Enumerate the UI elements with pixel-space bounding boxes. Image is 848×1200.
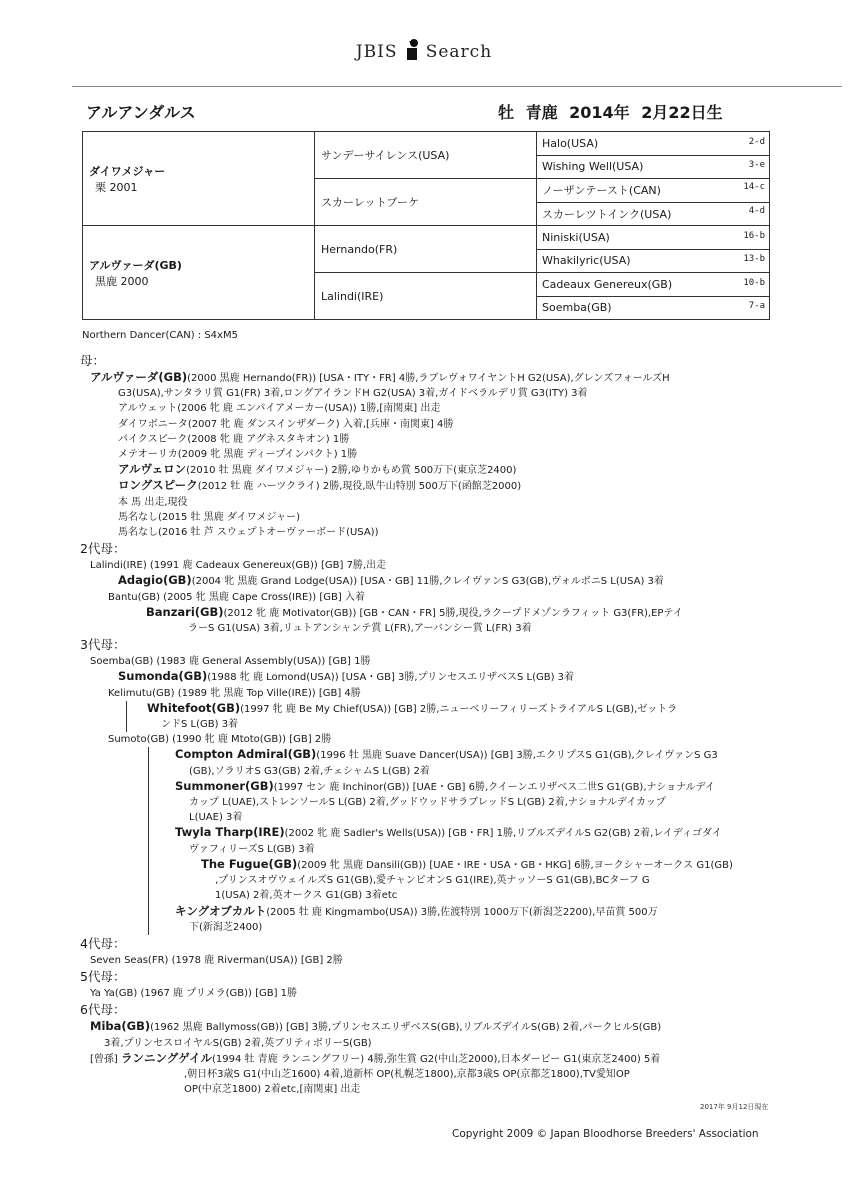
progeny-text: (2006 牝 鹿 エンパイアメーカー(USA)) 1勝,[南関東] 出走 [177,403,441,415]
inbreeding-note: Northern Dancer(CAN) : S4xM5 [82,330,238,341]
sire-cell [83,132,315,226]
g6-record [80,1051,780,1067]
progeny-text: (2007 牝 鹿 ダンスインザダーク) 入着,[兵庫・南関東] 4勝 [187,418,454,430]
record-text: (1997 牝 鹿 Be My Chief(USA)) [GB] 2勝,ニューベリーフィリーズトライアルS L(GB),ゼットラ [240,703,678,715]
g3-record: Kelimutu(GB) (1989 牝 黒鹿 Top Ville(IRE)) [GB] 4勝 [108,687,361,699]
twyla-progeny [175,857,780,904]
g5-dam-line: Ya Ya(GB) (1967 鹿 プリメラ(GB)) [GB] 1勝 [90,988,298,1000]
logo-left-text: JBIS [355,42,398,62]
g3-record [147,701,780,717]
g2-record-cont: ラーS G1(USA) 3着,リュトアンシャンテ賞 L(FR),アーバンシー賞 L(FR) 3着 [188,623,532,635]
horse-name: アルアンダルス [86,103,196,122]
g3-record-cont: 1(USA) 2着,英オークス G1(GB) 3着etc [215,890,398,902]
progeny-name: 本 馬 [118,496,142,508]
section-g5-heading: 5代母： [80,969,126,985]
g2-record [80,605,780,621]
family-number: 4-d [748,205,765,216]
date-stamp: 2017年 9月12日現在 [700,1103,769,1111]
gen3-name: Wishing Well(USA) [542,160,644,174]
record-text: (2009 牝 黒鹿 Dansili(GB)) [UAE・IRE・USA・GB・HKG] 6勝,ヨークシャーオークス G1(GB) [297,859,733,871]
pedigree-table [82,131,770,320]
progeny-name: 馬名なし [118,527,158,539]
progeny-line [80,432,780,447]
progeny-line [80,417,780,432]
progeny-name: 馬名なし [118,511,158,523]
progeny-text: 出走,現役 [144,496,188,508]
g2-record: Bantu(GB) (2005 牝 黒鹿 Cape Cross(IRE)) [GB] 入着 [108,591,365,603]
gen3-cell [537,226,770,250]
family-records [80,352,780,1097]
gen3-name: Niniski(USA) [542,230,610,244]
record-name: Whitefoot(GB) [147,700,241,715]
progeny-line [80,510,780,525]
record-text: (1994 牡 青鹿 ランニングフリー) 4勝,弥生賞 G2(中山芝2000),日本ダービー G1(東京芝2400) 5着 [211,1053,661,1065]
g6-record-cont: ,朝日杯3歳S G1(中山芝1600) 4着,道新杯 OP(札幌芝1800),京都3歳S OP(京都芝1800),TV愛知OP [184,1068,630,1080]
record-name: Summoner(GB) [175,778,274,793]
progeny-name: アルヴェロン [118,462,187,477]
gen3-cell [537,249,770,273]
dam-name: アルヴァーダ(GB) [89,258,182,272]
record-text: (2000 黒鹿 Hernando(FR)) [USA・ITY・FR] 4勝,ラブレヴォワイヤントH G2(USA),グレンズフォールズH [187,373,670,384]
gen3-cell [537,179,770,203]
header-rule [72,86,842,87]
dam-record-cont: G3(USA),サンタラリ賞 G1(FR) 3着,ロングアイランドH G2(USA) 3着,ガイドベラルデリ賞 G3(ITY) 3着 [118,388,588,400]
g2-dam-line: Lalindi(IRE) (1991 鹿 Cadeaux Genereux(GB)) [GB] 7勝,出走 [90,560,387,572]
dam-cell [83,226,315,320]
record-text: (1988 牝 鹿 Lomond(USA)) [USA・GB] 3勝,プリンセスエリザベスS L(GB) 3着 [207,672,575,684]
record-name: キングオブカルト [175,903,267,918]
progeny-line [80,462,780,478]
gen3-name: ノーザンテースト(CAN) [542,184,661,198]
dam-detail: 黒鹿 2000 [95,274,149,288]
section-dam-heading: 母： [80,353,106,368]
dam-dam-cell: Lalindi(IRE) [315,273,537,320]
g3-record-cont: ンドS L(GB) 3着 [161,719,239,731]
g3-record-cont: ,プリンスオヴウェイルズS G1(GB),愛チャンピオンS G1(IRE),英ナッソーS G1(GB),BCターフ G [215,875,650,887]
record-name: Sumonda(GB) [118,669,208,684]
record-name: アルヴァーダ(GB) [90,370,188,384]
family-number: 10-b [743,277,765,288]
progeny-line [80,495,780,510]
g2-record [80,573,780,589]
g6-record-cont: 3着,プリンセスロイヤルS(GB) 2着,英ブリティボリーS(GB) [104,1037,372,1049]
section-g6-heading: 6代母： [80,1002,126,1018]
record-name: Miba(GB) [90,1019,151,1034]
gen3-cell [537,155,770,179]
sire-detail: 栗 2001 [95,180,138,194]
g3-record-cont: 下(新潟芝2400) [189,921,263,933]
record-name: Adagio(GB) [118,573,192,588]
family-number: 7-a [748,301,765,312]
progeny-name: メテオーリカ [118,449,178,461]
progeny-text: (2015 牡 黒鹿 ダイワメジャー) [158,511,301,523]
sire-sire-cell: サンデーサイレンス(USA) [315,132,537,179]
family-number: 13-b [743,254,765,265]
g3-record-cont: ヴァフィリーズS L(GB) 3着 [189,843,315,855]
progeny-name: ロングスピーク [118,478,198,493]
g3-record-cont: (GB),ソラリオS G3(GB) 2着,チェシャムS L(GB) 2着 [189,765,430,777]
progeny-line [80,447,780,462]
record-name: Twyla Tharp(IRE) [175,825,285,840]
copyright: Copyright 2009 © Japan Bloodhorse Breeders' Association [452,1128,759,1140]
g3-dam-line: Soemba(GB) (1983 鹿 General Assembly(USA)) [GB] 1勝 [90,656,371,668]
record-text: (2012 牝 鹿 Motivator(GB)) [GB・CAN・FR] 5勝,現役,ラクープドメゾンラフィット G3(FR),EPテイ [223,607,683,619]
progeny-line [80,525,780,540]
family-number: 16-b [743,230,765,241]
sire-name: ダイワメジャー [89,164,166,178]
family-number: 2-d [748,136,765,147]
section-g3-heading: 3代母： [80,637,126,653]
record-text: (1997 セン 鹿 Inchinor(GB)) [UAE・GB] 6勝,クイーンエリザベス二世S G1(GB),ナショナルデイ [273,781,715,793]
progeny-text: (2010 牡 黒鹿 ダイワメジャー) 2勝,ゆりかもめ賞 500万下(東京芝2400) [186,465,517,477]
horse-info: 牡 青鹿 2014年 2月22日生 [498,103,723,122]
g3-record [175,779,780,795]
record-text: (2004 牝 黒鹿 Grand Lodge(USA)) [USA・GB] 11勝,クレイヴァンS G3(GB),ヴォルボニS L(USA) 3着 [191,576,664,588]
progeny-name: ダイワボニータ [118,418,188,430]
g6-record-cont: OP(中京芝1800) 2着etc,[南関東] 出走 [184,1084,361,1096]
record-text: (1996 牡 黒鹿 Suave Dancer(USA)) [GB] 3勝,エクリプスS G1(GB),クレイヴァンS G3 [316,750,718,762]
gen3-name: Halo(USA) [542,136,599,150]
gen3-cell [537,296,770,320]
g4-dam-line: Seven Seas(FR) (1978 鹿 Riverman(USA)) [GB] 2勝 [90,954,343,966]
gen3-cell [537,202,770,226]
progeny-line [80,478,780,494]
logo-right-text: Search [425,42,493,62]
record-text: (1962 黒鹿 Ballymoss(GB)) [GB] 3勝,プリンセスエリザベスS(GB),リブルズデイルS(GB) 2着,パークヒルS(GB) [150,1022,662,1034]
gen3-name: Whakilyric(USA) [542,254,631,268]
g3-record [175,904,780,920]
gen3-name: スカーレツトインク(USA) [542,207,672,221]
g3-record [175,747,780,763]
dam-record [80,370,780,386]
grandson-tag: [曾孫] [90,1053,118,1065]
progeny-text: (2009 牝 黒鹿 ディープインパクト) 1勝 [177,449,358,461]
progeny-text: (2012 牡 鹿 ハーツクライ) 2勝,現役,臥牛山特別 500万下(函館芝2000) [197,481,522,493]
g3-record [80,669,780,685]
sire-dam-cell: スカーレットブーケ [315,179,537,226]
gen3-cell [537,273,770,297]
g3-record [175,825,780,841]
kelimutu-progeny [126,701,780,732]
family-number: 3-e [748,160,765,171]
g6-dam-line [80,1019,780,1035]
record-text: (2005 牡 鹿 Kingmambo(USA)) 3勝,佐渡特別 1000万下(新潟芝2200),早苗賞 500万 [266,906,658,918]
jbis-logo [0,38,848,62]
sumoto-progeny [148,747,780,934]
g3-record [201,857,780,873]
gen3-name: Cadeaux Genereux(GB) [542,277,673,291]
progeny-text: (2008 牝 鹿 アグネスタキオン) 1勝 [187,433,350,445]
record-name: The Fugue(GB) [201,856,298,871]
progeny-line [80,401,780,416]
progeny-text: (2016 牡 芦 スウェプトオーヴァーボード(USA)) [158,527,379,539]
record-name: Compton Admiral(GB) [175,747,317,762]
record-text: (2002 牝 鹿 Sadler's Wells(USA)) [GB・FR] 1勝,リブルズデイルS G2(GB) 2着,レイディゴダイ [284,828,722,840]
section-g2-heading: 2代母： [80,541,126,557]
gen3-name: Soemba(GB) [542,301,612,315]
g3-record-cont: L(UAE) 3着 [189,812,243,824]
record-name: ランニングゲイル [121,1050,212,1065]
horse-logo-icon [405,38,419,60]
progeny-name: アルウェット [118,403,178,415]
gen3-cell [537,132,770,156]
family-number: 14-c [743,182,765,193]
g3-record-cont: カップ L(UAE),ストレンソールS L(GB) 2着,グッドウッドサラブレッドS L(GB) 2着,ナショナルデイカップ [189,797,666,809]
dam-sire-cell: Hernando(FR) [315,226,537,273]
progeny-name: パイクスピーク [118,433,188,445]
record-name: Banzari(GB) [146,604,224,619]
section-g4-heading: 4代母： [80,935,126,951]
g3-record: Sumoto(GB) (1990 牝 鹿 Mtoto(GB)) [GB] 2勝 [108,734,332,746]
